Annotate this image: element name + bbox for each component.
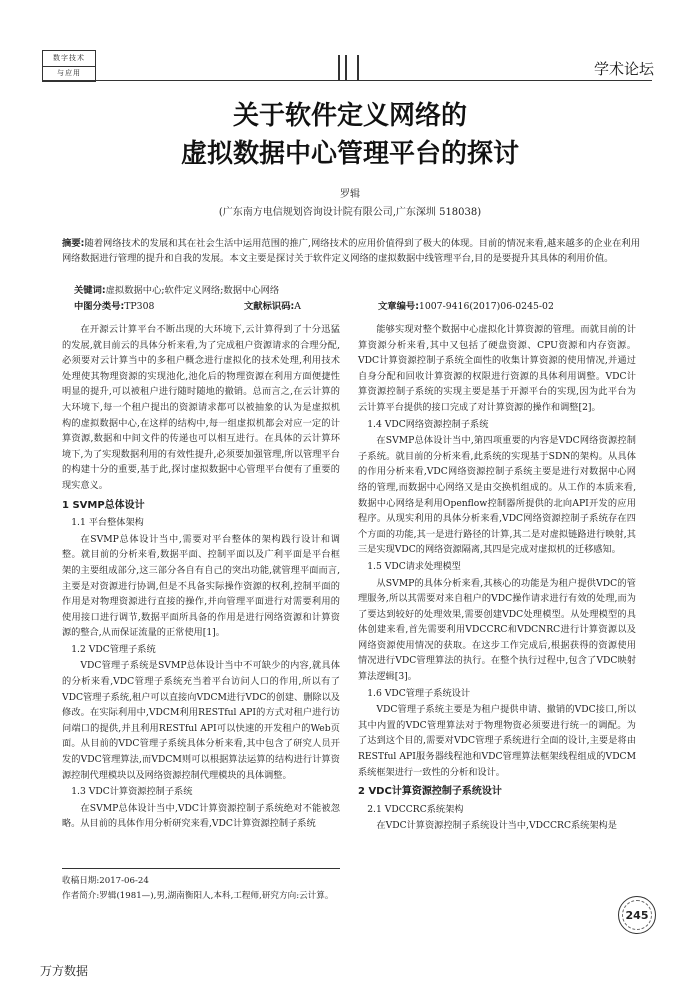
doc-value: A: [294, 301, 301, 312]
clc-label: 中图分类号:: [74, 301, 125, 312]
author-name: 罗辑: [340, 189, 360, 200]
subsection-heading: 1.4 VDC网络资源控制子系统: [367, 418, 489, 430]
right-column: [358, 322, 636, 834]
keywords-text: 虚拟数据中心;软件定义网络;数据中心网络: [105, 285, 280, 296]
section-heading: 2 VDC计算资源控制子系统设计: [358, 786, 502, 798]
paragraph: 从SVMP的具体分析来看,其核心的功能是为租户提供VDC的管理服务,所以其需要对来自租户的VDC操作请求进行有效的处理,而为了要达到较好的处理效果,需要创建VDC处理模型。从处理模型的具体创建来看,首先需要利用VDCCRC和VDCNRC进行计算资源以及网络资源使用情况的获取。在这步工作完成后,根据获得的资源使用情况进行VDC管理算法的执行。在整个执行过程中,包含了VDC映射算法逻辑[3]。: [358, 577, 636, 683]
doc-label: 文献标识码:: [244, 301, 295, 312]
keywords-label: 关键词:: [74, 285, 106, 296]
header-rule: [42, 80, 652, 81]
header-divider-bar: [357, 55, 359, 80]
paragraph: 在开源云计算平台不断出现的大环境下,云计算得到了十分迅猛的发展,就目前云的具体分析来看,为了完成租户资源请求的合理分配,必须要对云计算当中的多租户概念进行虚拟化的技术处理,利用技术处理使其物理资源的实现池化,池化后的物理资源在利用方面便捷性明显的提升,可以被租户进行随时随地的撤销。总而言之,在云计算的大环境下,每一个租户提出的资源请求都可以被抽象的认为是虚拟机构的虚拟数据中心,在这样的结构中,每一组虚拟机都会对应一定的计算资源,数据和中间文件的传递也可以相互进行。在具体的云计算环境下,为了实现数据利用的有效性提升,必须要加强管理,所以管理平台的构建十分的重要,基于此,探讨虚拟数据中心管理平台便有了重要的现实意义。: [62, 324, 340, 491]
article-number: [378, 298, 554, 312]
clc-value: TP308: [124, 301, 155, 312]
abstract-text: 随着网络技术的发展和其在社会生活中运用范围的推广,网络技术的应用价值得到了极大的体现。目前的情况来看,越来越多的企业在利用网络数据进行管理的提升和自我的发展。本文主要是探讨关于软件定义网络的虚拟数据中线管理平台,目的是要提升其具体的利用价值。: [62, 238, 640, 264]
keywords: [74, 282, 279, 296]
page-number: 245: [625, 908, 649, 922]
section-heading: 1 SVMP总体设计: [62, 499, 145, 511]
author-affiliation: (广东南方电信规划咨询设计院有限公司,广东深圳 518038): [218, 207, 482, 218]
journal-name-line1: 数字技术: [43, 51, 95, 67]
paragraph: 在SVMP总体设计当中,第四项重要的内容是VDC网络资源控制子系统。就目前的分析来看,此系统的实现基于SDN的架构。从具体的作用分析来看,VDC网络资源控制子系统主要是进行对数据中心网络的管理,而数据中心网络又是由交换机组成的。从工作的本质来看,数据中心网络是利用Openflow控制器所提供的北向API开发的应用程序。从现实利用的具体分析来看,VDC网络资源控制子系统存在四个方面的功能,其一是进行路径的计算,其二是对虚拟链路进行映射,其三是实现VDC的网络资源隔离,其四是完成对虚拟机的迁移感知。: [358, 435, 636, 556]
paragraph: 在SVMP总体设计当中,需要对平台整体的架构践行设计和调整。就目前的分析来看,数据平面、控制平面以及广利平面是平台框架的主要组成部分,这三部分各自有自己的突出功能,就管理平面而言,主要是对资源进行协调,但是不具备实际操作资源的权利,控制平面的作用是对物理资源进行直接的操作,并向管理平面进行对需要利用的使用接口进行调节,数据平面所具备的作用是进行网络资源和计算资源的整合,从而保证流量的正常使用[1]。: [62, 533, 340, 639]
clc-number: [74, 298, 154, 312]
paragraph: 在VDC计算资源控制子系统设计当中,VDCCRC系统架构是: [376, 820, 617, 832]
badge-ring: [622, 900, 652, 930]
subsection-heading: 2.1 VDCCRC系统架构: [367, 803, 464, 815]
footnote-rule: [62, 868, 340, 869]
left-column: [62, 322, 340, 832]
journal-logo: [42, 50, 96, 82]
journal-name-line2: 与应用: [57, 69, 81, 77]
subsection-heading: 1.6 VDC管理子系统设计: [367, 687, 471, 699]
abstract: [62, 236, 640, 266]
art-value: 1007-9416(2017)06-0245-02: [418, 301, 554, 312]
watermark-text: 万方数据: [40, 964, 89, 978]
abstract-label: 摘要:: [62, 238, 85, 249]
received-date: 收稿日期:2017-06-24: [62, 876, 149, 886]
document-code: [244, 298, 301, 312]
paragraph: 能够实现对整个数据中心虚拟化计算资源的管理。而就目前的计算资源分析来看,其中又包括了硬盘资源、CPU资源和内存资源。VDC计算资源控制子系统全面性的收集计算资源的使用情况,并通过自身分配和回收计算资源的权限进行资源的具体利用调整。VDC计算资源控制子系统的实现主要是基于开源平台的实现,因为此平台为云计算平台提供的接口完成了对计算资源的操作和调整[2]。: [358, 324, 636, 413]
subsection-heading: 1.2 VDC管理子系统: [71, 643, 156, 655]
author-bio: 作者简介:罗辑(1981—),男,湖南衡阳人,本科,工程师,研究方向:云计算。: [62, 891, 334, 901]
art-label: 文章编号:: [378, 301, 419, 312]
subsection-heading: 1.5 VDC请求处理模型: [367, 560, 461, 572]
header-divider-bar: [338, 55, 340, 80]
paragraph: VDC管理子系统是SVMP总体设计当中不可缺少的内容,就具体的分析来看,VDC管理子系统充当着平台访问人口的作用,所以有了VDC管理子系统,租户可以直接向VDCM进行VDC的创建、删除以及修改。在实际利用中,VDCM利用RESTful API的方式对租户进行访问端口的提供,并且利用RESTful API可以快速的开发租户的Web页面。从目前的VDC管理子系统具体分析来看,其中包含了研究人员开发的VDC管理算法,而VDCM则可以根据算法运算的结构进行计算资源控制代理模块以及网络资源控制代理模块的具体调整。: [62, 660, 340, 781]
article-title-line1: 关于软件定义网络的: [232, 101, 467, 131]
section-label: 学术论坛: [593, 60, 654, 78]
subsection-heading: 1.1 平台整体架构: [71, 517, 144, 529]
article-title-line2: 虚拟数据中心管理平台的探讨: [180, 139, 519, 169]
page-number-badge: [618, 896, 656, 934]
paragraph: 在SVMP总体设计当中,VDC计算资源控制子系统绝对不能被忽略。从目前的具体作用分析研究来看,VDC计算资源控制子系统: [62, 802, 340, 830]
subsection-heading: 1.3 VDC计算资源控制子系统: [71, 786, 193, 798]
header-divider-bar: [345, 55, 347, 80]
paragraph: VDC管理子系统主要是为租户提供申请、撤销的VDC接口,所以其中内置的VDC管理算法对于物理物资必须要进行统一的调配。为了达到这个目的,需要对VDC管理子系统进行全面的设计,主要是将由RESTful API服务器线程池和VDC管理算法框架线程组成的VDCM系统框架进行一致性的分析和设计。: [358, 704, 636, 778]
